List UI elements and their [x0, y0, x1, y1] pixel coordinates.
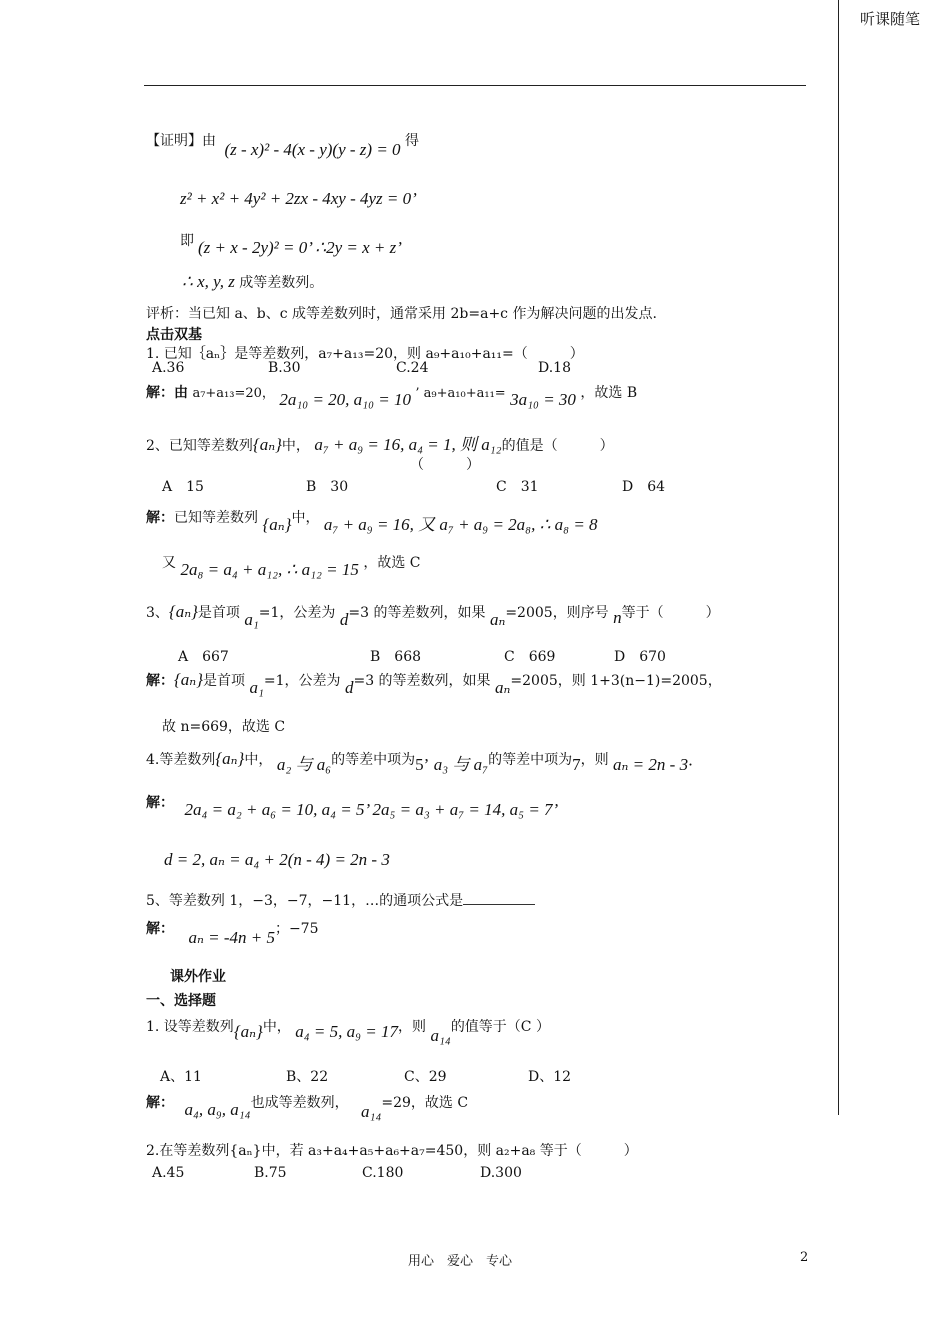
q1-opt-d: D.18 [538, 360, 571, 376]
remark: 评析：当已知 a、b、c 成等差数列时，通常采用 2b=a+c 作为解决问题的出发点. [146, 306, 657, 322]
q3-opt-a: A 667 [178, 649, 229, 665]
q5-stem-text: 5、等差数列 1，−3，−7，−11，…的通项公式是 [146, 893, 464, 909]
q3-stem-f: 等于（ ） [621, 605, 720, 621]
h2-stem: 2.在等差数列{aₙ}中，若 a₃+a₄+a₅+a₆+a₇=450，则 a₂+a₈ 等于（ ） [146, 1143, 638, 1159]
q4-stem-a: 4.等差数列 [146, 752, 216, 768]
side-note: 听课随笔 [860, 10, 921, 28]
q2-sol-m: {aₙ} [262, 515, 292, 534]
q3-stem-d: =3 的等差数列，如果 [348, 605, 486, 621]
h2-opt-d: D.300 [480, 1165, 522, 1181]
q2-stem [146, 430, 614, 455]
proof-ji: 即 [180, 233, 194, 249]
q3-opt-d: D 670 [614, 649, 666, 665]
page-number: 2 [800, 1250, 809, 1265]
q3-stem [146, 602, 720, 629]
q2-sol-c: a₇ + a₉ = 16, 又 a₇ + a₉ = 2a₈, ∴ a₈ = 8 [323, 515, 598, 534]
q2-sol-a: 已知等差数列 [174, 510, 258, 526]
q2-sol2-m: 2a₈ = a₄ + a₁₂, ∴ a₁₂ = 15 [180, 560, 359, 579]
h1-solution [146, 1092, 469, 1121]
q3-stem-c: =1，公差为 [258, 605, 336, 621]
q2-stem-a: 2、已知等差数列 [146, 438, 253, 454]
q4-stem [146, 744, 693, 774]
q3-sol-m2: a₁ [249, 678, 264, 697]
q3-stem-m5: n [613, 608, 622, 627]
q3-stem-m3: d [339, 610, 349, 629]
q1-sol-c: ’ a₉+a₁₀+a₁₁= [415, 386, 506, 401]
q2-paren: （ ） [410, 457, 480, 473]
proof-de: 得 [405, 133, 419, 149]
q3-sol-a: 是首项 [203, 673, 245, 689]
q4-stem-e: ，则 [580, 752, 609, 768]
section-basic: 点击双基 [146, 327, 202, 343]
q3-stem-m4: aₙ [489, 610, 506, 629]
h1-opt-b: B、22 [286, 1069, 329, 1085]
proof-concl-math: ∴ x, y, z [182, 272, 235, 291]
q2-opt-a: A 15 [162, 479, 204, 495]
q3-stem-e: =2005，则序号 [505, 605, 609, 621]
q5-sol-b: ；−75 [274, 921, 319, 937]
q4-stem-m2: a₂ 与 a₆ [276, 755, 332, 774]
q3-opt-b: B 668 [370, 649, 422, 665]
h1-stem-d: 的值等于（C ） [450, 1019, 550, 1035]
section-homework: 课外作业 [170, 969, 226, 985]
q3-opt-c: C 669 [504, 649, 556, 665]
q1-sol-e: ，故选 B [580, 385, 638, 401]
h1-stem-m3: a₁₄ [430, 1026, 451, 1045]
q4-sol-m2: d = 2, aₙ = a₄ + 2(n - 4) = 2n - 3 [164, 850, 390, 869]
q3-sol-label: 解： [146, 673, 174, 689]
h1-sol-label: 解： [146, 1095, 174, 1111]
q2-solution-2 [162, 552, 421, 579]
q3-sol-d: =2005，则 1+3(n−1)=2005， [510, 673, 722, 689]
q4-stem-c: 的等差中项为 [331, 752, 416, 768]
q3-stem-b: 是首项 [197, 605, 240, 621]
q2-sol-b: 中， [291, 510, 320, 526]
proof-conclusion [182, 272, 323, 292]
q5-answer-blank[interactable] [463, 892, 535, 905]
q5-sol-label: 解： [146, 921, 174, 937]
q2-sol2-b: ，故选 C [363, 555, 421, 571]
proof-line-1 [146, 130, 419, 159]
h2-opt-c: C.180 [362, 1165, 404, 1181]
h1-sol-m2: a₁₄ [361, 1102, 382, 1121]
q1-solution [146, 382, 638, 409]
q4-stem-m5: 7 [572, 755, 581, 774]
proof-label: 【证明】由 [146, 133, 216, 149]
h1-opt-a: A、11 [160, 1069, 202, 1085]
h1-opt-d: D、12 [528, 1069, 572, 1085]
h1-stem-b: 中， [262, 1019, 291, 1035]
h1-stem-m2: a₄ = 5, a₉ = 17 [295, 1022, 399, 1041]
proof-eq-2: z² + x² + 4y² + 2zx - 4xy - 4yz = 0’ [180, 189, 417, 208]
q1-sol-a: a₇+a₁₃=20， [192, 386, 275, 401]
h1-sol-b: =29，故选 C [381, 1095, 469, 1111]
q3-sol-m4: aₙ [495, 678, 511, 697]
q2-stem-c: a₇ + a₉ = 16, a₄ = 1, 则 a₁₂ [314, 435, 502, 454]
q4-stem-b: 中， [244, 752, 273, 768]
q3-solution [146, 670, 722, 697]
proof-concl-text: 成等差数列。 [239, 275, 324, 291]
q1-sol-label: 解：由 [146, 385, 188, 401]
q1-sol-b: 2a₁₀ = 20, a₁₀ = 10 [279, 390, 411, 409]
q3-sol-m1: {aₙ} [174, 670, 203, 689]
h1-sol-m1: a₄, a₉, a₁₄ [184, 1100, 251, 1119]
q4-stem-d: 的等差中项为 [488, 752, 573, 768]
q1-stem: 1. 已知｛aₙ｝是等差数列，a₇+a₁₃=20，则 a₉+a₁₀+a₁₁=（ ） [146, 346, 584, 362]
h1-stem-a: 1. 设等差数列 [146, 1019, 234, 1035]
footer: 用心 爱心 专心 [408, 1254, 513, 1269]
q4-stem-m1: {aₙ} [215, 749, 245, 768]
q3-sol-m3: d [344, 678, 354, 697]
q4-stem-m4: a₃ 与 a₇ [433, 755, 489, 774]
q2-stem-m: {aₙ} [252, 435, 282, 454]
q1-opt-c: C.24 [396, 360, 429, 376]
q3-sol-b: =1，公差为 [263, 673, 341, 689]
h1-stem [146, 1016, 550, 1045]
q3-sol-c: =3 的等差数列，如果 [353, 673, 491, 689]
q1-sol-d: 3a₁₀ = 30 [510, 390, 576, 409]
q2-stem-d: 的值是（ ） [501, 438, 614, 454]
h2-opt-a: A.45 [152, 1165, 185, 1181]
q1-opt-a: A.36 [152, 360, 185, 376]
q2-opt-b: B 30 [306, 479, 349, 495]
h2-opt-b: B.75 [254, 1165, 287, 1181]
proof-line-3 [180, 230, 194, 250]
q2-opt-d: D 64 [622, 479, 666, 495]
h1-stem-c: ，则 [398, 1019, 427, 1035]
q4-solution [146, 792, 559, 819]
q3-solution-2: 故 n=669，故选 C [162, 719, 286, 735]
q2-solution [146, 502, 598, 534]
q2-sol-label: 解： [146, 510, 174, 526]
q3-stem-m2: a₁ [244, 610, 259, 629]
q4-sol-m1: 2a₄ = a₂ + a₆ = 10, a₄ = 5’ 2a₅ = a₃ + a₇ = 14, a₅ = 7’ [184, 800, 559, 819]
q2-sol2-a: 又 [162, 555, 176, 571]
q1-opt-b: B.30 [268, 360, 301, 376]
q5-solution [146, 918, 319, 947]
q4-stem-m6: aₙ = 2n - 3· [613, 755, 693, 774]
h1-sol-a: 也成等差数列， [250, 1095, 349, 1111]
h1-stem-m1: {aₙ} [233, 1022, 263, 1041]
section-choice: 一、选择题 [146, 993, 216, 1009]
q3-stem-m1: {aₙ} [168, 602, 198, 621]
q3-stem-a: 3、 [146, 605, 169, 621]
q4-stem-m3: 5’ [415, 755, 430, 774]
q5-stem [146, 890, 535, 910]
h1-opt-c: C、29 [404, 1069, 447, 1085]
proof-eq-1: (z - x)² - 4(x - y)(y - z) = 0 [224, 140, 401, 159]
header-rule [144, 85, 806, 86]
proof-eq-3: (z + x - 2y)² = 0’ ∴2y = x + z’ [198, 238, 402, 257]
margin-rule [838, 0, 839, 1115]
q5-sol-m: aₙ = -4n + 5 [188, 928, 275, 947]
q2-stem-b: 中， [281, 438, 310, 454]
q2-opt-c: C 31 [496, 479, 539, 495]
q4-sol-label: 解： [146, 795, 174, 811]
